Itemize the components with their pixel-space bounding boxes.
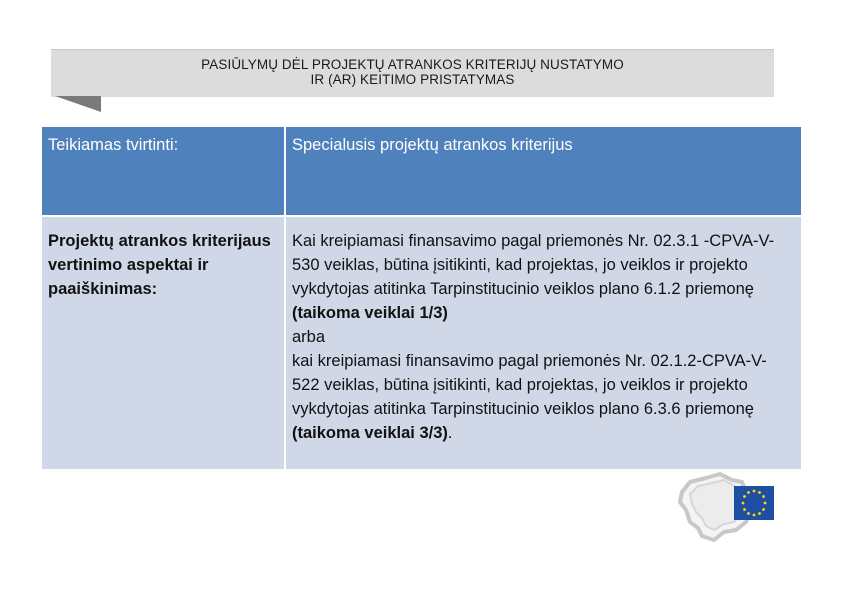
table-header-right-cell: [285, 126, 801, 216]
table-header-left-cell: [42, 126, 285, 216]
submitted-for-approval-label: Teikiamas tvirtinti:: [48, 136, 179, 154]
criterion-type-value: Specialusis projektų atrankos kriterijus: [292, 136, 573, 154]
ribbon-fold-decoration: [55, 96, 101, 112]
criterion-text-part-1-bold: (taikoma veiklai 1/3): [292, 304, 448, 322]
criterion-text-part-2-bold: (taikoma veiklai 3/3): [292, 424, 448, 442]
lithuania-map-eu-flag-icon: [676, 470, 780, 546]
criterion-text-connector: arba: [292, 328, 326, 346]
page-title: [51, 57, 774, 87]
evaluation-aspects-label: Projektų atrankos kriterijaus vertinimo aspektai ir paaiškinimas:: [48, 232, 271, 298]
evaluation-aspects-text: [292, 229, 793, 445]
criterion-text-part-1: Kai kreipiamasi finansavimo pagal priemonės Nr. 02.3.1 -CPVA-V-530 veiklas, būtina įsitikinti, kad projektas, jo veiklos ir projekto vykdytojas atitinka Tarpinstitucinio veiklos plano 6.1.2 priemonę: [292, 232, 775, 298]
criterion-text-part-2-end: .: [447, 424, 453, 442]
page-title-line-1: PASIŪLYMŲ DĖL PROJEKTŲ ATRANKOS KRITERIJŲ NUSTATYMO: [201, 57, 624, 72]
page-title-line-2: IR (AR) KEITIMO PRISTATYMAS: [310, 72, 515, 87]
criterion-text-part-2: kai kreipiamasi finansavimo pagal priemonės Nr. 02.1.2-CPVA-V-522 veiklas, būtina įsitikinti, kad projektas, jo veiklos ir projekto vykdytojas atitinka Tarpinstitucinio veiklos plano 6.3.6 priemonę: [292, 352, 767, 418]
table-body-left-cell: [42, 216, 285, 469]
criteria-table: [42, 125, 801, 469]
table-body-row: [42, 216, 801, 469]
header-banner: [51, 49, 774, 97]
table-header-row: [42, 126, 801, 216]
table-body-right-cell: [285, 216, 801, 469]
